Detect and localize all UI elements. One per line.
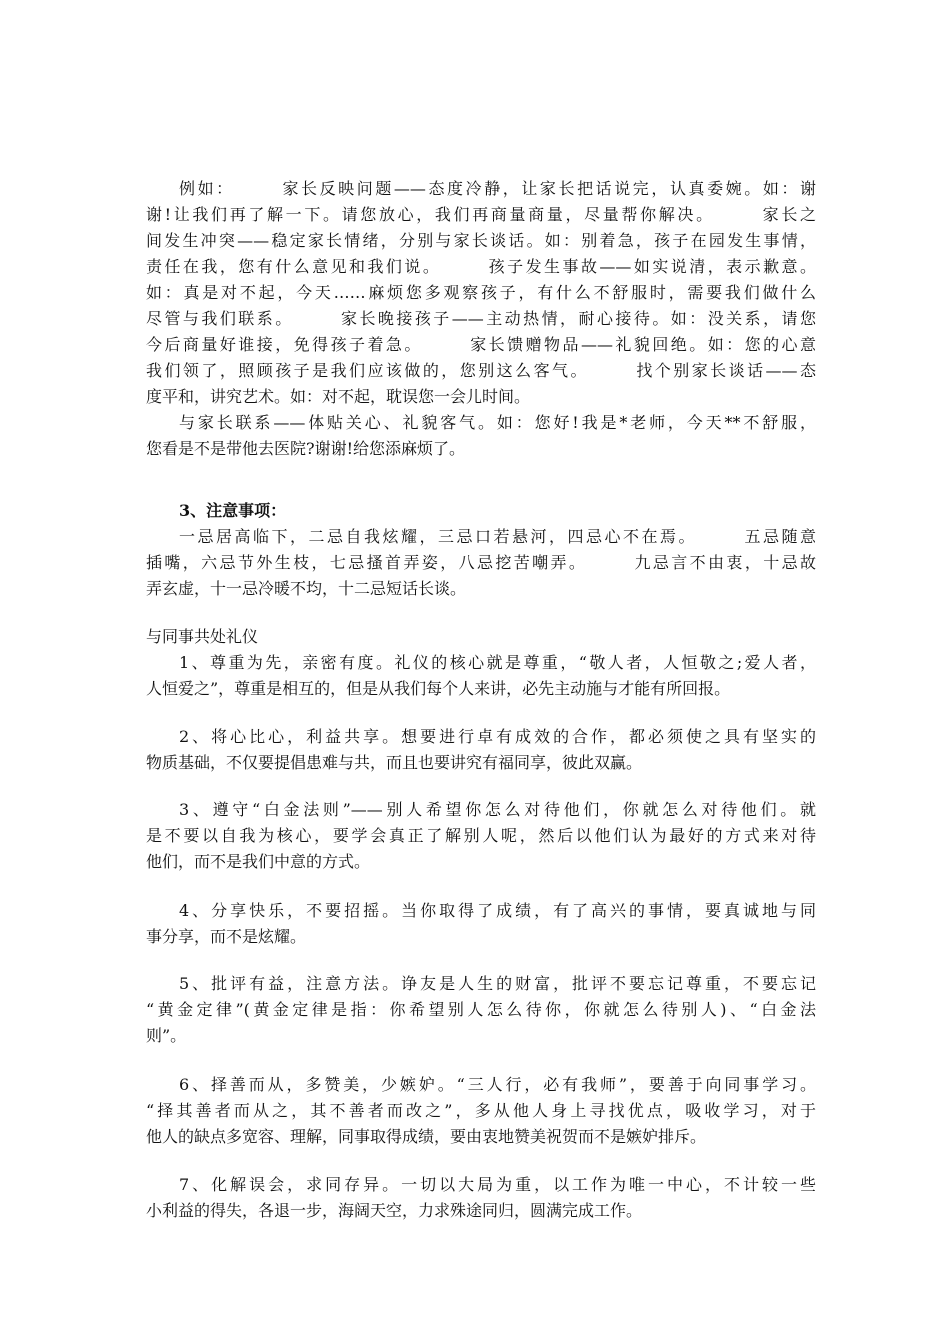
text-line: 今后商量好谁接，免得孩子着急。 家长馈赠物品——礼貌回绝。如：您的心意: [146, 335, 816, 354]
parent-examples-paragraph: [146, 176, 816, 410]
text-line: 如：真是对不起，今天……麻烦您多观察孩子，有什么不舒服时，需要我们做什么: [146, 283, 816, 302]
text-line: 度平和，讲究艺术。如：对不起，耽误您一会儿时间。: [146, 387, 531, 406]
text-line: 您看是不是带他去医院?谢谢!给您添麻烦了。: [146, 439, 466, 458]
colleague-rule-2: [146, 724, 816, 776]
text-line: 5、批评有益，注意方法。诤友是人生的财富，批评不要忘记尊重，不要忘记: [179, 974, 816, 993]
text-line: 与家长联系——体贴关心、礼貌客气。如：您好!我是*老师，今天**不舒服，: [179, 413, 816, 432]
text-line: 3、遵守“白金法则”——别人希望你怎么对待他们，你就怎么对待他们。就: [179, 800, 816, 819]
text-line: 插嘴，六忌节外生枝，七忌搔首弄姿，八忌挖苦嘲弄。 九忌言不由衷，十忌故: [146, 553, 816, 572]
text-line: 小利益的得失，各退一步，海阔天空，力求殊途同归，圆满完成工作。: [146, 1201, 643, 1220]
notes-section: [146, 498, 816, 602]
text-line: 则”。: [146, 1026, 187, 1045]
text-line: 事分享，而不是炫耀。: [146, 927, 307, 946]
colleague-rule-3: [146, 797, 816, 875]
text-line: 弄玄虚，十一忌冷暖不均，十二忌短话长谈。: [146, 579, 467, 598]
text-line: 例如： 家长反映问题——态度冷静，让家长把话说完，认真委婉。如：谢: [179, 179, 816, 198]
colleague-rule-4: [146, 898, 816, 950]
text-line: 6、择善而从，多赞美，少嫉妒。“三人行，必有我师”，要善于向同事学习。: [179, 1075, 816, 1094]
text-line: 人恒爱之”，尊重是相互的，但是从我们每个人来讲，必先主动施与才能有所回报。: [146, 679, 731, 698]
text-line: “择其善者而从之，其不善者而改之”，多从他人身上寻找优点，吸收学习，对于: [146, 1101, 816, 1120]
text-line: 7、化解误会，求同存异。一切以大局为重，以工作为唯一中心，不计较一些: [179, 1175, 816, 1194]
text-line: 4、分享快乐，不要招摇。当你取得了成绩，有了高兴的事情，要真诚地与同: [179, 901, 816, 920]
text-line: 我们领了，照顾孩子是我们应该做的，您别这么客气。 找个别家长谈话——态: [146, 361, 816, 380]
text-line: 谢!让我们再了解一下。请您放心，我们再商量商量，尽量帮你解决。 家长之: [146, 205, 816, 224]
text-line: 物质基础，不仅要提倡患难与共，而且也要讲究有福同享，彼此双赢。: [146, 753, 643, 772]
colleague-rule-1: [146, 650, 816, 702]
section-title: 与同事共处礼仪: [146, 627, 259, 646]
text-line: 2、将心比心，利益共享。想要进行卓有成效的合作，都必须使之具有坚实的: [179, 727, 816, 746]
text-line: “黄金定律”(黄金定律是指：你希望别人怎么待你，你就怎么待别人)、“白金法: [146, 1000, 816, 1019]
text-line: 责任在我，您有什么意见和我们说。 孩子发生事故——如实说清，表示歉意。: [146, 257, 816, 276]
text-line: 他们，而不是我们中意的方式。: [146, 852, 371, 871]
colleague-rule-6: [146, 1072, 816, 1150]
text-line: 是不要以自我为核心，要学会真正了解别人呢，然后以他们认为最好的方式来对待: [146, 826, 816, 845]
colleagues-section: [146, 624, 816, 650]
text-line: 他人的缺点多宽容、理解，同事取得成绩，要由衷地赞美祝贺而不是嫉妒排斥。: [146, 1127, 707, 1146]
text-line: 一忌居高临下，二忌自我炫耀，三忌口若悬河，四忌心不在焉。 五忌随意: [179, 527, 816, 546]
text-line: 尽管与我们联系。 家长晚接孩子——主动热情，耐心接待。如：没关系，请您: [146, 309, 816, 328]
section-heading: 3、注意事项：: [179, 501, 287, 520]
text-line: 1、尊重为先，亲密有度。礼仪的核心就是尊重，“敬人者，人恒敬之;爱人者，: [179, 653, 816, 672]
text-line: 间发生冲突——稳定家长情绪，分别与家长谈话。如：别着急，孩子在园发生事情，: [146, 231, 816, 250]
parent-contact-paragraph: [146, 410, 816, 462]
colleague-rule-5: [146, 971, 816, 1049]
colleague-rule-7: [146, 1172, 816, 1224]
